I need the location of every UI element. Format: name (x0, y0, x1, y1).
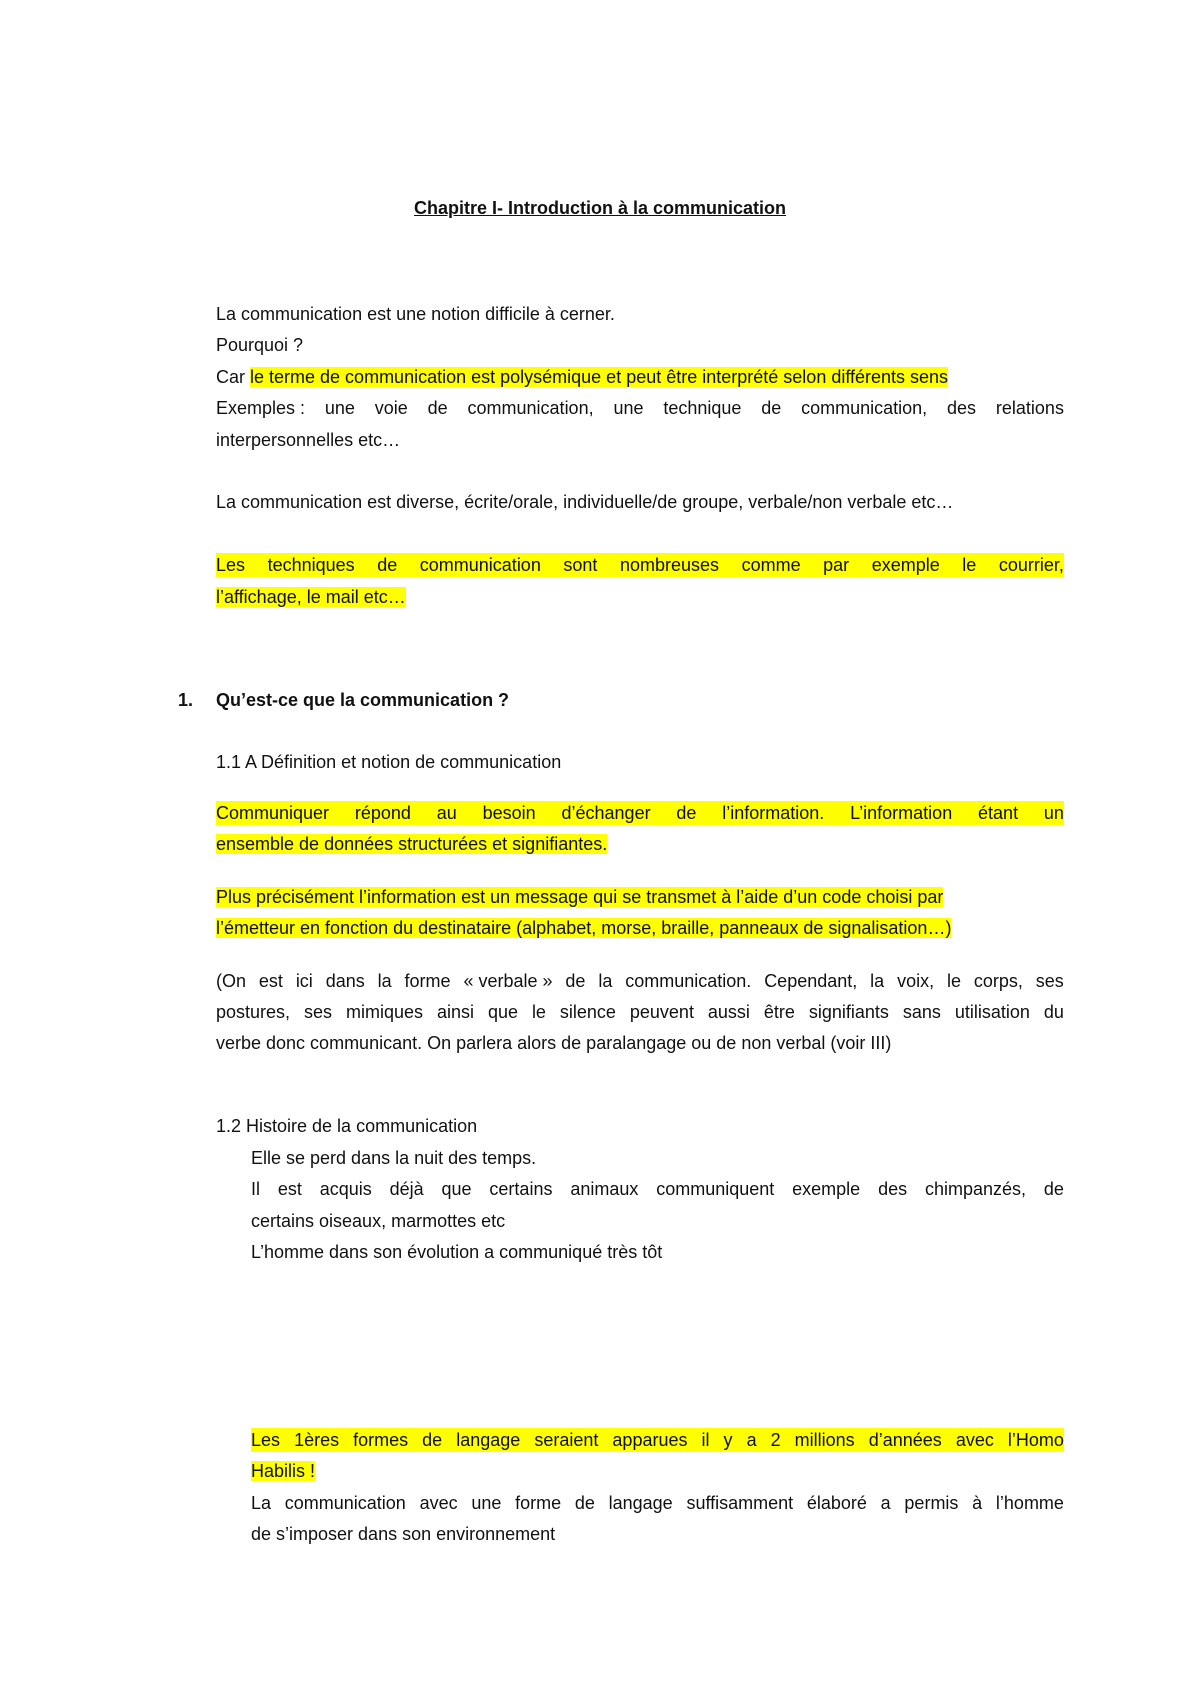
word: exemple (792, 1179, 861, 1199)
word: 1ères (294, 1430, 340, 1450)
word: « verbale » (463, 971, 553, 991)
word: comme (741, 555, 801, 575)
word: certains (489, 1179, 553, 1199)
intro-line-4 (216, 396, 1064, 420)
word: la (870, 971, 885, 991)
intro-line-5: interpersonnelles etc… (216, 430, 401, 450)
word: permis (904, 1493, 959, 1513)
subsection-1-2-heading: 1.2 Histoire de la communication (216, 1116, 478, 1136)
word: de (377, 555, 398, 575)
precision-line-1 (216, 885, 943, 909)
word: déjà (389, 1179, 424, 1199)
word: par (823, 555, 850, 575)
word: le (962, 555, 977, 575)
word: peuvent (629, 1002, 694, 1022)
word: le (531, 1002, 546, 1022)
intro-line-8 (216, 585, 406, 609)
word: ses (304, 1002, 333, 1022)
history-line-5 (251, 1428, 1064, 1452)
intro-line-3 (216, 365, 948, 389)
word: une (613, 398, 644, 418)
intro-line-8-highlight: l’affichage, le mail etc… (216, 587, 406, 607)
word: signifiants (808, 1002, 889, 1022)
word: 2 (770, 1430, 781, 1450)
word: étant (978, 803, 1019, 823)
word: sans (902, 1002, 941, 1022)
word: communication. (625, 971, 752, 991)
word: de (676, 803, 697, 823)
word: une (324, 398, 355, 418)
word: dans (325, 971, 365, 991)
word: utilisation (954, 1002, 1030, 1022)
word: au (436, 803, 457, 823)
word: est (258, 971, 283, 991)
word: de (565, 971, 586, 991)
word: à (972, 1493, 983, 1513)
word: de (427, 398, 448, 418)
word: Cependant, (764, 971, 858, 991)
word: silence (559, 1002, 616, 1022)
intro-line-3-highlight: le terme de communication est polysémique et peut être interprété selon différents sens (250, 367, 949, 387)
word: courrier, (998, 555, 1064, 575)
word: acquis (319, 1179, 372, 1199)
word: L’information (850, 803, 953, 823)
word: mimiques (345, 1002, 423, 1022)
intro-line-2: Pourquoi ? (216, 335, 304, 355)
word: nombreuses (619, 555, 720, 575)
verbal-line-1 (216, 969, 1064, 993)
word: communication (419, 555, 541, 575)
verbal-line-3: verbe donc communicant. On parlera alors de paralangage ou de non verbal (voir III) (216, 1033, 892, 1053)
word: sont (563, 555, 598, 575)
section-1-heading: Qu’est-ce que la communication ? (216, 690, 510, 710)
intro-line-1: La communication est une notion difficile à cerner. (216, 304, 615, 324)
intro-line-7 (216, 553, 1064, 577)
word: techniques (267, 555, 355, 575)
word: une (471, 1493, 502, 1513)
word: la (598, 971, 613, 991)
word: être (763, 1002, 795, 1022)
word: communication, (467, 398, 594, 418)
word: il (701, 1430, 710, 1450)
word: Exemples : (216, 398, 306, 418)
definition-line-2-highlight: ensemble de données structurées et signifiantes. (216, 834, 608, 854)
word: forme (404, 971, 451, 991)
word: est (277, 1179, 302, 1199)
word: seraient (534, 1430, 599, 1450)
word: (On (216, 971, 247, 991)
word: élaboré (806, 1493, 867, 1513)
word: que (487, 1002, 518, 1022)
word: la (377, 971, 392, 991)
word: technique (663, 398, 742, 418)
word: l’homme (995, 1493, 1064, 1513)
precision-line-2-highlight: l’émetteur en fonction du destinataire (alphabet, morse, braille, panneaux de signalisation…) (216, 918, 952, 938)
word: d’années (868, 1430, 942, 1450)
word: aussi (707, 1002, 750, 1022)
history-line-6 (251, 1459, 315, 1483)
word: communication, (801, 398, 928, 418)
word: besoin (482, 803, 536, 823)
word: Communiquer (216, 803, 330, 823)
word: postures, (216, 1002, 291, 1022)
history-line-4: L’homme dans son évolution a communiqué très tôt (251, 1242, 663, 1262)
word: le (946, 971, 961, 991)
word: Il (251, 1179, 260, 1199)
intro-line-6: La communication est diverse, écrite/orale, individuelle/de groupe, verbale/non verbale etc… (216, 492, 954, 512)
history-line-8: de s’imposer dans son environnement (251, 1524, 556, 1544)
word: millions (794, 1430, 855, 1450)
word: un (1043, 803, 1064, 823)
word: corps, (973, 971, 1023, 991)
history-line-6-highlight: Habilis ! (251, 1461, 316, 1481)
precision-line-2 (216, 916, 951, 940)
word: des (878, 1179, 908, 1199)
word: du (1043, 1002, 1064, 1022)
history-line-7 (251, 1491, 1064, 1515)
page-title: Chapitre I- Introduction à la communication (413, 198, 787, 218)
word: a (746, 1430, 757, 1450)
history-line-2 (251, 1177, 1064, 1201)
word: répond (354, 803, 411, 823)
word: l’information. (722, 803, 825, 823)
word: l’Homo (1007, 1430, 1064, 1450)
precision-line-1-highlight: Plus précisément l’information est un message qui se transmet à l’aide d’un code choisi par (216, 887, 944, 907)
intro-line-3-prefix: Car (216, 367, 251, 387)
subsection-1-1-heading: 1.1 A Définition et notion de communication (216, 752, 562, 772)
word: apparues (612, 1430, 688, 1450)
word: formes (353, 1430, 409, 1450)
verbal-line-2 (216, 1000, 1064, 1024)
word: y (723, 1430, 733, 1450)
definition-line-2 (216, 832, 607, 856)
word: que (441, 1179, 472, 1199)
word: langage (608, 1493, 673, 1513)
word: de (1043, 1179, 1064, 1199)
word: communiquent (656, 1179, 775, 1199)
word: Les (216, 555, 246, 575)
section-1-number: 1. (178, 690, 194, 710)
word: de (574, 1493, 595, 1513)
word: de (422, 1430, 443, 1450)
word: ses (1035, 971, 1064, 991)
word: voix, (897, 971, 935, 991)
history-line-1: Elle se perd dans la nuit des temps. (251, 1148, 537, 1168)
word: de (761, 398, 782, 418)
word: Les (251, 1430, 281, 1450)
definition-line-1 (216, 801, 1064, 825)
word: animaux (570, 1179, 639, 1199)
word: des (947, 398, 977, 418)
word: d’échanger (561, 803, 651, 823)
word: communication (284, 1493, 406, 1513)
history-line-3: certains oiseaux, marmottes etc (251, 1211, 506, 1231)
word: forme (515, 1493, 562, 1513)
word: ainsi (436, 1002, 474, 1022)
word: relations (995, 398, 1064, 418)
word: La (251, 1493, 272, 1513)
word: avec (955, 1430, 994, 1450)
word: voie (374, 398, 408, 418)
word: langage (456, 1430, 521, 1450)
word: ici (295, 971, 313, 991)
word: chimpanzés, (924, 1179, 1027, 1199)
word: a (880, 1493, 891, 1513)
word: suffisamment (686, 1493, 794, 1513)
word: avec (419, 1493, 458, 1513)
word: exemple (871, 555, 940, 575)
